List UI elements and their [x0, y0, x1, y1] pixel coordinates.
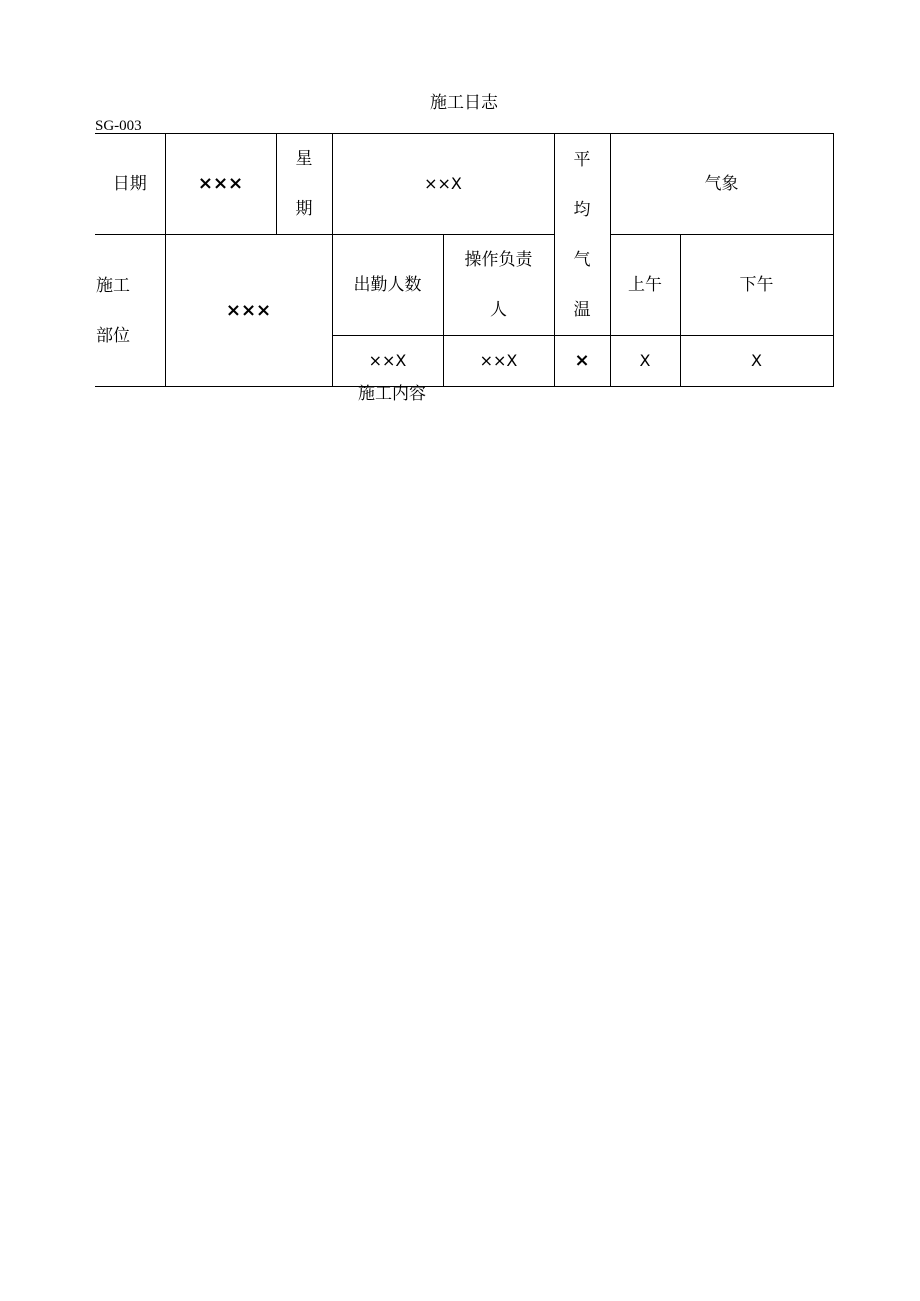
attendance-label: 出勤人数 — [353, 275, 422, 295]
location-label-cell — [95, 235, 165, 387]
morning-label: 上午 — [628, 275, 662, 295]
morning-label-cell — [610, 235, 680, 336]
weather-label: 气象 — [704, 174, 739, 194]
operator-label-top: 操作负责 — [464, 250, 533, 270]
weather-label-cell — [610, 134, 833, 235]
table-row — [95, 134, 833, 235]
avg-temp-label-char-2: 均 — [573, 199, 591, 220]
afternoon-value-cell — [680, 336, 833, 387]
operator-value-cell — [443, 336, 554, 387]
morning-value-cell — [610, 336, 680, 387]
section-heading: 施工内容 — [358, 384, 426, 404]
date-label: 日期 — [112, 174, 147, 194]
operator-label-cell — [443, 235, 554, 336]
weekday-label-top: 星 — [295, 149, 313, 169]
operator-label-bottom: 人 — [490, 300, 507, 320]
date-value: ××× — [197, 173, 244, 194]
document-title: 施工日志 — [430, 93, 498, 113]
location-label-top: 施工 — [96, 275, 130, 296]
location-label-bottom: 部位 — [96, 325, 130, 346]
afternoon-label: 下午 — [739, 275, 774, 295]
weekday-value: ××X — [424, 174, 462, 193]
attendance-label-cell — [332, 235, 443, 336]
weekday-value-cell — [332, 134, 554, 235]
morning-value: X — [639, 351, 651, 370]
weekday-label-cell — [276, 134, 332, 235]
avg-temp-label-char-4: 温 — [573, 299, 591, 320]
avg-temp-label-char-1: 平 — [573, 149, 591, 170]
attendance-value: ××X — [368, 351, 407, 370]
operator-value: ××X — [479, 351, 518, 370]
afternoon-label-cell — [680, 235, 833, 336]
construction-log-table — [95, 133, 834, 387]
table-row — [95, 235, 833, 336]
avg-temp-label-cell — [554, 134, 610, 336]
location-value-cell — [165, 235, 332, 387]
date-label-cell — [95, 134, 165, 235]
avg-temp-value: × — [574, 350, 590, 371]
location-value: ××× — [225, 299, 272, 321]
date-value-cell — [165, 134, 276, 235]
form-code: SG-003 — [95, 118, 142, 134]
afternoon-value: X — [751, 351, 762, 370]
avg-temp-value-cell — [554, 336, 610, 387]
weekday-label-bottom: 期 — [295, 199, 313, 219]
avg-temp-label-char-3: 气 — [573, 249, 591, 270]
attendance-value-cell — [332, 336, 443, 387]
